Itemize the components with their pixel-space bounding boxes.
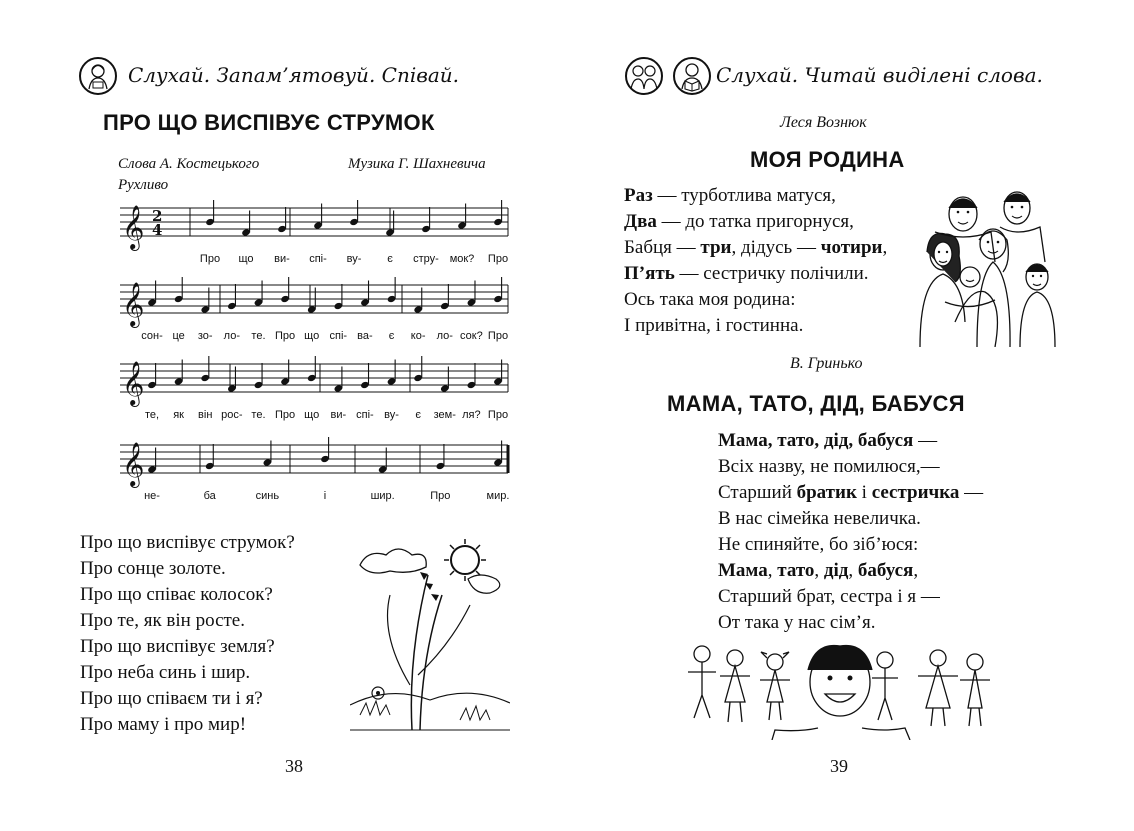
poem-text: Не спиняйте, бо зіб’юся: (718, 534, 919, 555)
lyric-syllable: мок? (449, 253, 475, 265)
lyric-syllable: що (304, 409, 320, 421)
lyric-syllable: ко- (410, 330, 426, 342)
poem-line (718, 506, 983, 532)
listening-child-icon (79, 57, 117, 95)
lyric-syllable: це (172, 330, 185, 342)
lyric-syllable: Про (274, 330, 296, 342)
poem-line: Про що виспівує струмок? (80, 532, 295, 553)
lyric-syllable: ля? (462, 409, 481, 421)
lyric-syllable: ви- (330, 409, 347, 421)
lyric-syllable: ба (203, 490, 216, 502)
lyric-syllable: те, (144, 409, 160, 421)
poem-text: , (848, 560, 858, 581)
treble-clef: 𝄞 (122, 282, 145, 326)
time-signature-bottom: 4 (152, 221, 163, 239)
time-signature-top: 2 (152, 207, 163, 225)
children-illustration (680, 640, 995, 740)
poem-line (624, 235, 887, 261)
lyric-syllable: шир. (370, 490, 395, 502)
lyric-syllable: ву- (384, 409, 399, 421)
poem-line: Про що співає колосок? (80, 584, 273, 605)
reading-child-icon (673, 57, 711, 95)
lyric-syllable: те. (251, 330, 266, 342)
song-title: ПРО ЩО ВИСПІВУЄ СТРУМОК (103, 110, 435, 135)
lyrics-author: Слова А. Костецького (118, 156, 260, 172)
poem1-author: Леся Вознюк (780, 114, 867, 131)
lyric-syllable: стру- (413, 253, 439, 265)
poem-line (624, 209, 887, 235)
treble-clef: 𝄞 (122, 205, 145, 249)
poem1-body (624, 183, 887, 339)
poem2-body (718, 428, 983, 636)
highlighted-word: Два (624, 211, 657, 232)
music-staff (120, 356, 508, 421)
lyric-syllable: ло- (436, 330, 453, 342)
highlighted-word: Мама (718, 560, 768, 581)
highlighted-word: бабуся (857, 560, 914, 581)
poem-text: Старший брат, сестра і я — (718, 586, 940, 607)
family-illustration (915, 182, 1060, 347)
highlighted-word: братик (796, 482, 857, 503)
lyric-syllable: Про (487, 253, 509, 265)
highlighted-word: Раз (624, 185, 653, 206)
lyric-syllable: є (388, 330, 395, 342)
poem-line: Про що співаєм ти і я? (80, 688, 263, 709)
song-poem (80, 530, 295, 738)
poem-line (624, 261, 887, 287)
lyric-syllable: є (387, 253, 393, 265)
listening-children-icon (625, 57, 663, 95)
poem2-author: В. Гринько (790, 355, 863, 372)
lyric-syllable: зо- (197, 330, 213, 342)
lyric-syllable: не- (144, 490, 160, 502)
treble-clef: 𝄞 (122, 442, 145, 486)
poem-line (718, 454, 983, 480)
lyric-syllable: спі- (329, 330, 348, 342)
poem-text: , (814, 560, 824, 581)
lyric-syllable: те. (251, 409, 266, 421)
page-number-left: 38 (285, 756, 303, 776)
lyric-syllable: зем- (433, 409, 456, 421)
lyric-syllable: Про (274, 409, 296, 421)
lyric-syllable: є (415, 409, 421, 421)
right-instruction: Слухай. Читай виділені слова. (716, 63, 1043, 87)
lyric-syllable: що (238, 253, 254, 265)
lyric-syllable: він (198, 409, 213, 421)
page-number-right: 39 (830, 756, 848, 776)
poem-line (718, 428, 983, 454)
poem-text: , (882, 237, 888, 258)
poem1-title: МОЯ РОДИНА (750, 147, 905, 172)
poem-line: Про що виспівує земля? (80, 636, 275, 657)
highlighted-word: дід (823, 560, 849, 581)
poem-text: Бабця — (624, 237, 701, 258)
lyric-syllable: Про (199, 253, 221, 265)
music-author: Музика Г. Шахневича (348, 156, 486, 172)
poem-text: Всіх назву, не помилюся,— (718, 456, 940, 477)
poem-text: — (913, 430, 938, 451)
lyric-syllable: що (304, 330, 320, 342)
poem-line (718, 610, 983, 636)
lyric-syllable: і (323, 490, 327, 502)
poem-line (624, 183, 887, 209)
poem-text: , (767, 560, 778, 581)
highlighted-word: сестричка (871, 482, 960, 503)
lyric-syllable: спі- (356, 409, 374, 421)
poem-line (718, 480, 983, 506)
music-staff (120, 200, 508, 265)
poem-text: — до татка пригорнуся, (656, 211, 854, 232)
poem-line (624, 313, 887, 339)
lyric-syllable: Про (430, 490, 451, 502)
highlighted-word: тато (777, 560, 815, 581)
poem-text: — сестричку полічили. (674, 263, 869, 284)
lyric-syllable: спі- (309, 253, 327, 265)
lyric-syllable: Про (487, 330, 509, 342)
poem-line (718, 558, 983, 584)
music-staff (120, 277, 508, 342)
lyric-syllable: ва- (357, 330, 373, 342)
lyric-syllable: синь (255, 490, 280, 502)
lyric-syllable: сон- (141, 330, 163, 342)
sun-wheat-illustration (350, 535, 510, 735)
poem-text: Старший (718, 482, 797, 503)
poem-line: Про маму і про мир! (80, 714, 247, 735)
highlighted-word: три (700, 237, 732, 258)
poem-line (718, 532, 983, 558)
lyric-syllable: ву- (346, 253, 362, 265)
poem-line: Про сонце золоте. (80, 558, 226, 579)
tempo-marking: Рухливо (118, 177, 169, 193)
poem-text: В нас сімейка невеличка. (718, 508, 921, 529)
left-instruction: Слухай. Запам’ятовуй. Співай. (128, 63, 460, 87)
poem-text: Ось така моя родина: (624, 289, 796, 310)
lyric-syllable: сок? (460, 330, 483, 342)
poem-line: Про неба синь і шир. (80, 662, 251, 683)
highlighted-word: чотири (820, 237, 883, 258)
lyric-syllable: мир. (486, 490, 510, 502)
music-staff (120, 437, 509, 502)
highlighted-word: Мама, тато, дід, бабуся (718, 430, 914, 451)
poem-text: , дідусь — (731, 237, 821, 258)
lyric-syllable: ви- (274, 253, 290, 265)
poem-line (718, 584, 983, 610)
treble-clef: 𝄞 (122, 361, 145, 405)
sheet-music (110, 195, 530, 525)
poem-text: — (959, 482, 984, 503)
lyric-syllable: рос- (221, 409, 243, 421)
poem-text: І привітна, і гостинна. (624, 315, 804, 336)
poem-text: і (856, 482, 872, 503)
lyric-syllable: як (173, 409, 185, 421)
poem-text: — турботлива матуся, (652, 185, 836, 206)
poem2-title: МАМА, ТАТО, ДІД, БАБУСЯ (667, 391, 965, 416)
lyric-syllable: ло- (223, 330, 241, 342)
poem-line: Про те, як він росте. (80, 610, 245, 631)
poem-text: , (913, 560, 919, 581)
lyric-syllable: Про (487, 409, 509, 421)
highlighted-word: П’ять (624, 263, 675, 284)
poem-line (624, 287, 887, 313)
poem-text: От така у нас сім’я. (718, 612, 876, 633)
